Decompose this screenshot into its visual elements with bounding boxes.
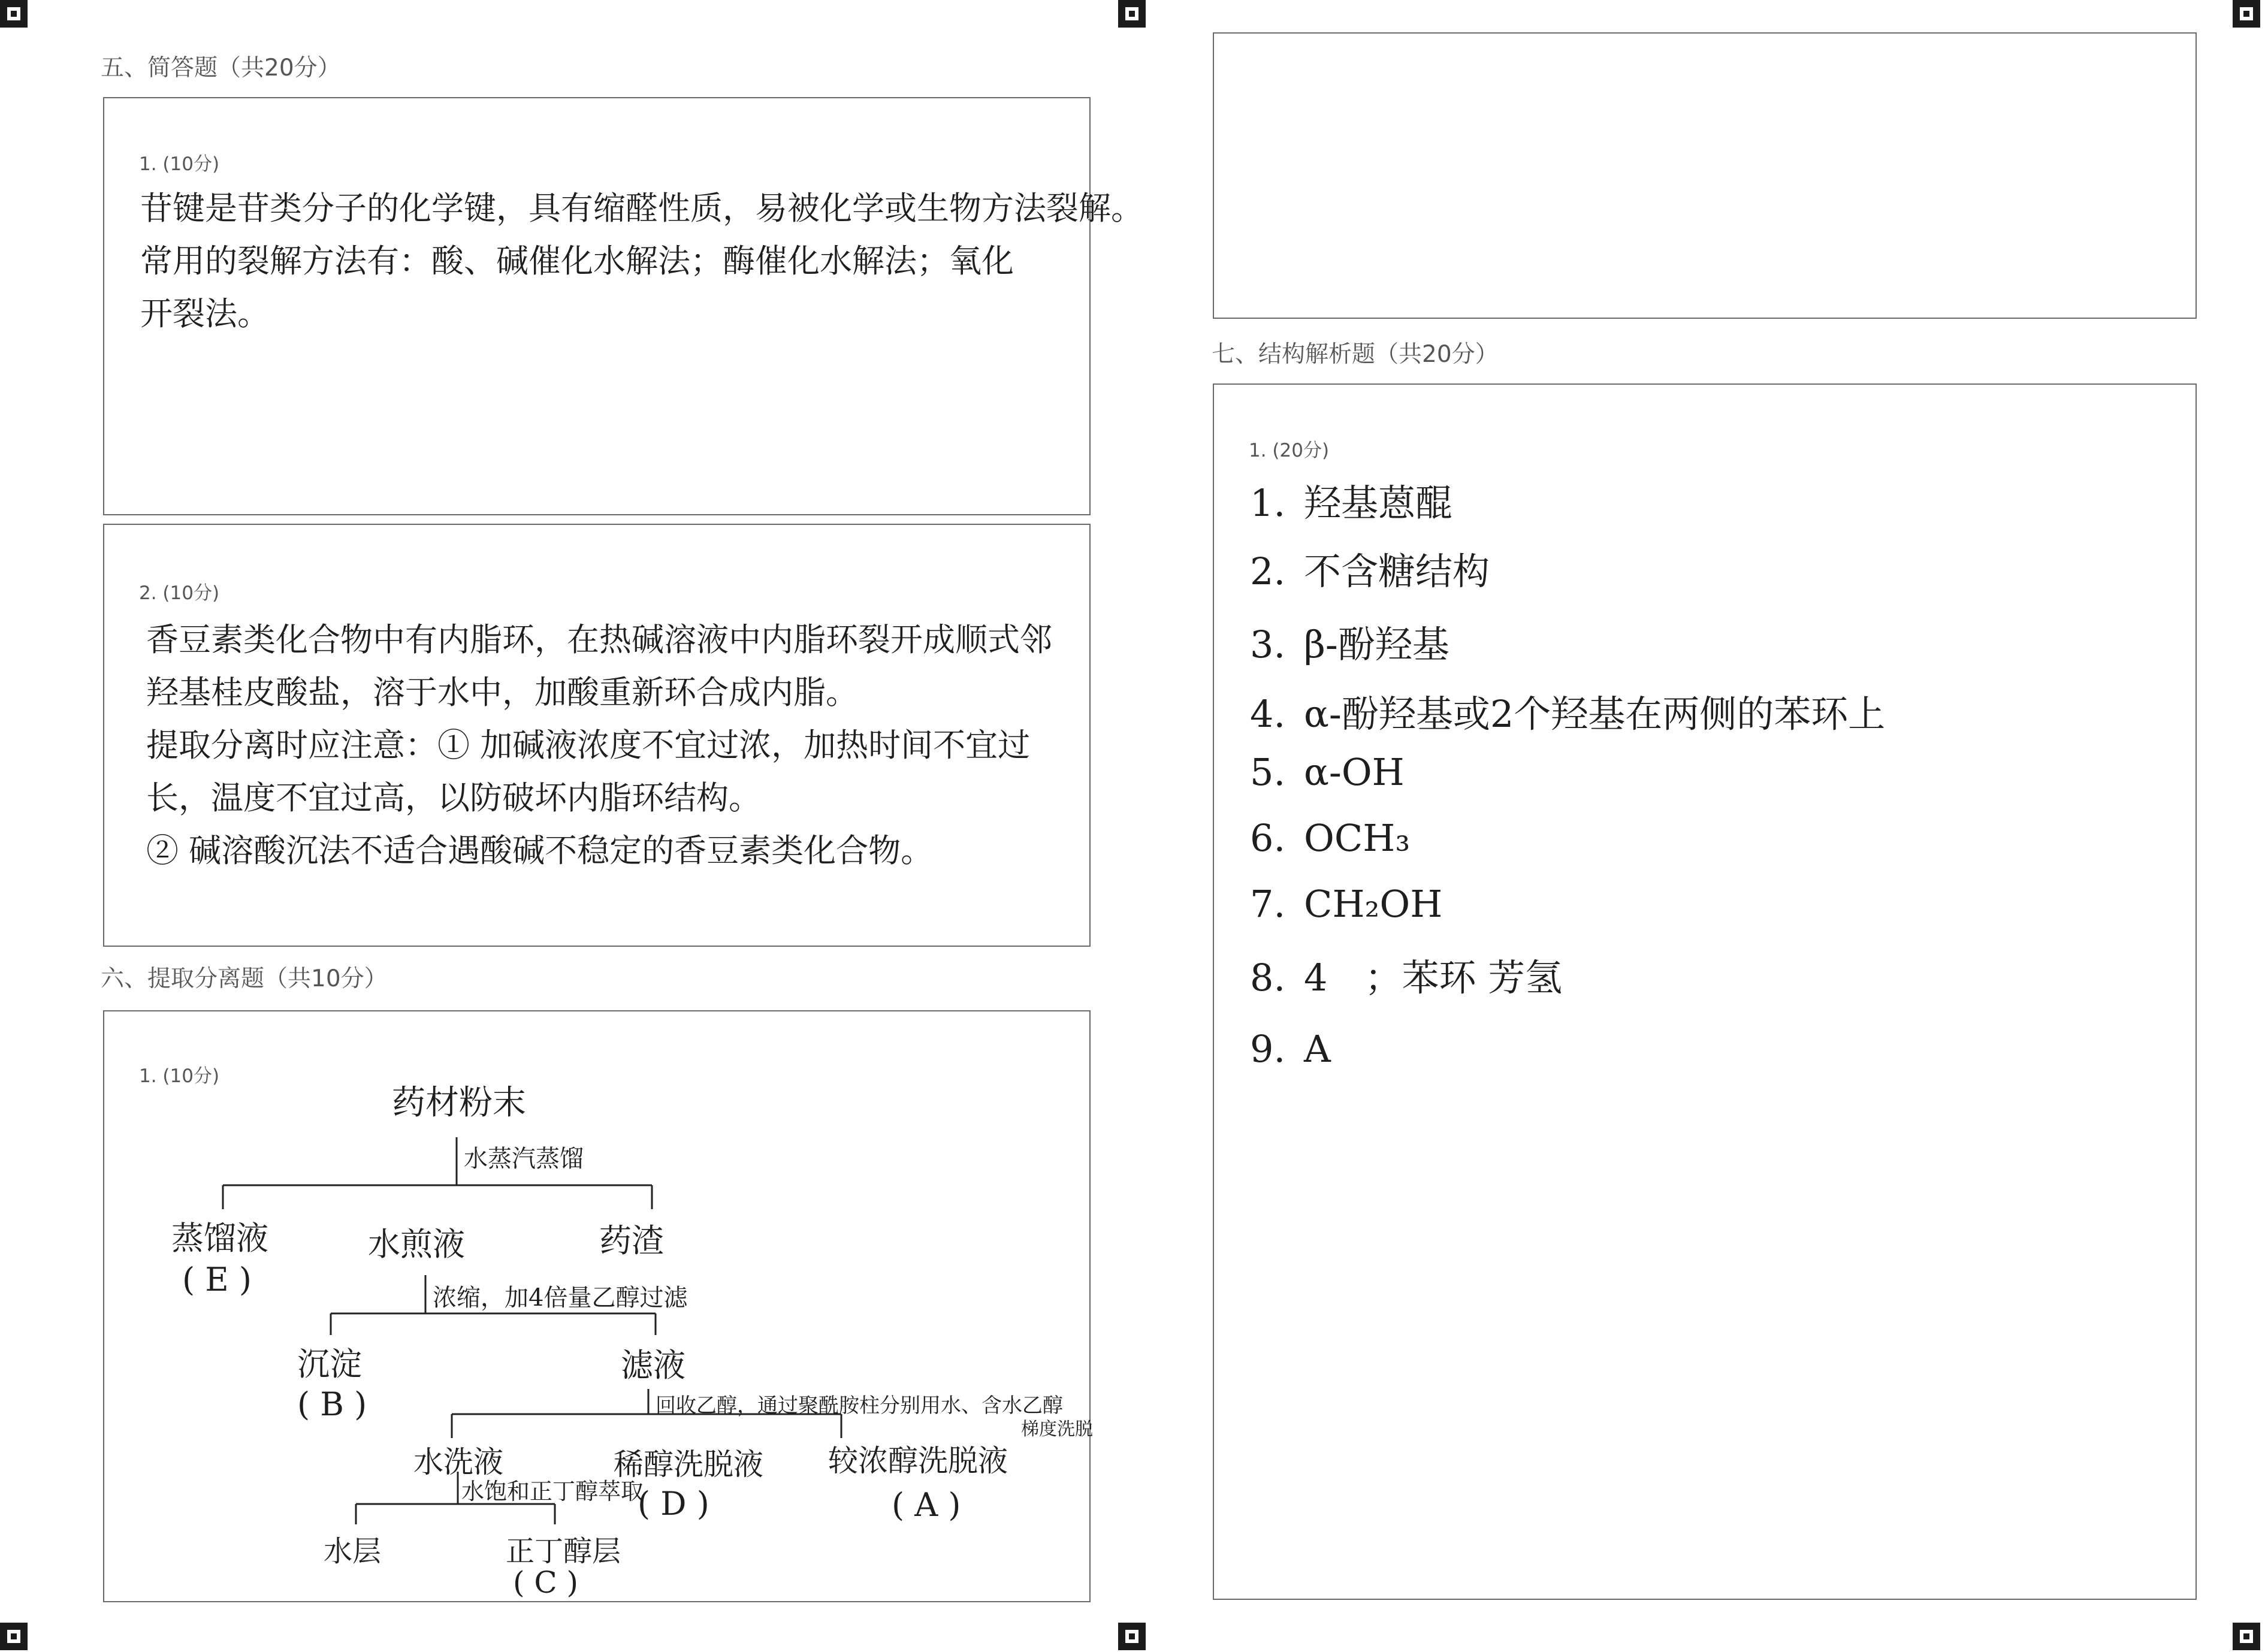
answer-line: 长，温度不宜过高，以防破坏内脂环结构。 bbox=[146, 779, 761, 817]
answer-item: 4. α-酚羟基或2个羟基在两侧的苯环上 bbox=[1250, 692, 1886, 736]
corner-marker-top-left bbox=[0, 0, 28, 28]
flow-node-filtrate: 滤液 bbox=[621, 1346, 685, 1384]
flow-node-distillate: 蒸馏液 bbox=[171, 1219, 268, 1257]
answer-box-continuation bbox=[1213, 32, 2197, 319]
flow-node-water-eluate: 水洗液 bbox=[413, 1445, 503, 1479]
flow-node-mark: ( E ) bbox=[182, 1261, 252, 1298]
corner-marker-bottom-right bbox=[2233, 1623, 2260, 1650]
flow-step-label: 浓缩，加4倍量乙醇过滤 bbox=[433, 1284, 688, 1312]
answer-line: 开裂法。 bbox=[140, 295, 270, 333]
question-label: 1. (10分) bbox=[139, 1065, 220, 1087]
corner-marker-bottom-center bbox=[1118, 1623, 1146, 1650]
flow-step-label: 水饱和正丁醇萃取 bbox=[461, 1478, 644, 1505]
flow-node-mark: ( C ) bbox=[513, 1565, 579, 1600]
flow-node-precipitate: 沉淀 bbox=[297, 1345, 362, 1383]
flow-step-label: 梯度洗脱 bbox=[1021, 1419, 1093, 1440]
answer-box-q5-1 bbox=[103, 97, 1143, 515]
answer-line: 提取分离时应注意：① 加碱液浓度不宜过浓，加热时间不宜过 bbox=[146, 726, 1031, 764]
answer-item: 1. 羟基蒽醌 bbox=[1250, 481, 1453, 525]
flow-step-label: 回收乙醇，通过聚酰胺柱分别用水、含水乙醇 bbox=[656, 1394, 1063, 1418]
answer-item: 8. 4 ；苯环 芳氢 bbox=[1250, 956, 1563, 999]
answer-box-q5-2 bbox=[103, 524, 1091, 947]
corner-marker-bottom-left bbox=[0, 1623, 28, 1650]
section-5-title: 五、简答题（共20分） bbox=[101, 55, 341, 81]
section-6-title: 六、提取分离题（共10分） bbox=[101, 965, 388, 992]
corner-marker-top-center bbox=[1118, 0, 1146, 28]
flow-node-mark: ( B ) bbox=[297, 1385, 367, 1423]
handwritten-answer bbox=[146, 614, 1052, 877]
question-label: 2. (10分) bbox=[139, 582, 220, 604]
flow-node-mark: ( D ) bbox=[638, 1485, 709, 1523]
flow-node-butanol-layer: 正丁醇层 bbox=[506, 1535, 621, 1568]
answer-line: 羟基桂皮酸盐，溶于水中，加酸重新环合成内脂。 bbox=[146, 674, 858, 711]
answer-line: 苷键是苷类分子的化学键，具有缩醛性质，易被化学或生物方法裂解。 bbox=[140, 189, 1143, 227]
handwritten-answer bbox=[140, 182, 1143, 340]
section-7-title: 七、结构解析题（共20分） bbox=[1212, 341, 1499, 368]
flow-node-residue: 药渣 bbox=[599, 1222, 664, 1260]
flow-root: 药材粉末 bbox=[392, 1083, 526, 1122]
answer-item: 7. CH₂OH bbox=[1250, 882, 1443, 926]
flow-node-decoction: 水煎液 bbox=[368, 1225, 465, 1263]
corner-marker-top-right bbox=[2233, 0, 2260, 28]
answer-item: 6. OCH₃ bbox=[1250, 816, 1411, 860]
flow-node-water-layer: 水层 bbox=[324, 1535, 382, 1568]
answer-line: 常用的裂解方法有：酸、碱催化水解法；酶催化水解法；氧化 bbox=[140, 242, 1014, 280]
answer-box-q7-1 bbox=[1213, 383, 2197, 1600]
answer-line: ② 碱溶酸沉法不适合遇酸碱不稳定的香豆素类化合物。 bbox=[146, 832, 934, 869]
answer-item: 3. β-酚羟基 bbox=[1250, 623, 1449, 666]
answer-item: 2. 不含糖结构 bbox=[1250, 549, 1490, 593]
flow-node-conc-eluate: 较浓醇洗脱液 bbox=[828, 1443, 1008, 1478]
answer-box-q6-1 bbox=[103, 1010, 1091, 1602]
question-label: 1. (10分) bbox=[139, 153, 220, 175]
flow-node-mark: ( A ) bbox=[892, 1486, 961, 1524]
flow-node-dilute-eluate: 稀醇洗脱液 bbox=[614, 1447, 763, 1482]
flow-step-label: 水蒸汽蒸馏 bbox=[464, 1145, 584, 1173]
answer-item: 9. A bbox=[1250, 1027, 1331, 1071]
answer-item: 5. α-OH bbox=[1250, 750, 1405, 794]
question-label: 1. (20分) bbox=[1249, 440, 1330, 461]
answer-line: 香豆素类化合物中有内脂环，在热碱溶液中内脂环裂开成顺式邻 bbox=[146, 621, 1052, 659]
